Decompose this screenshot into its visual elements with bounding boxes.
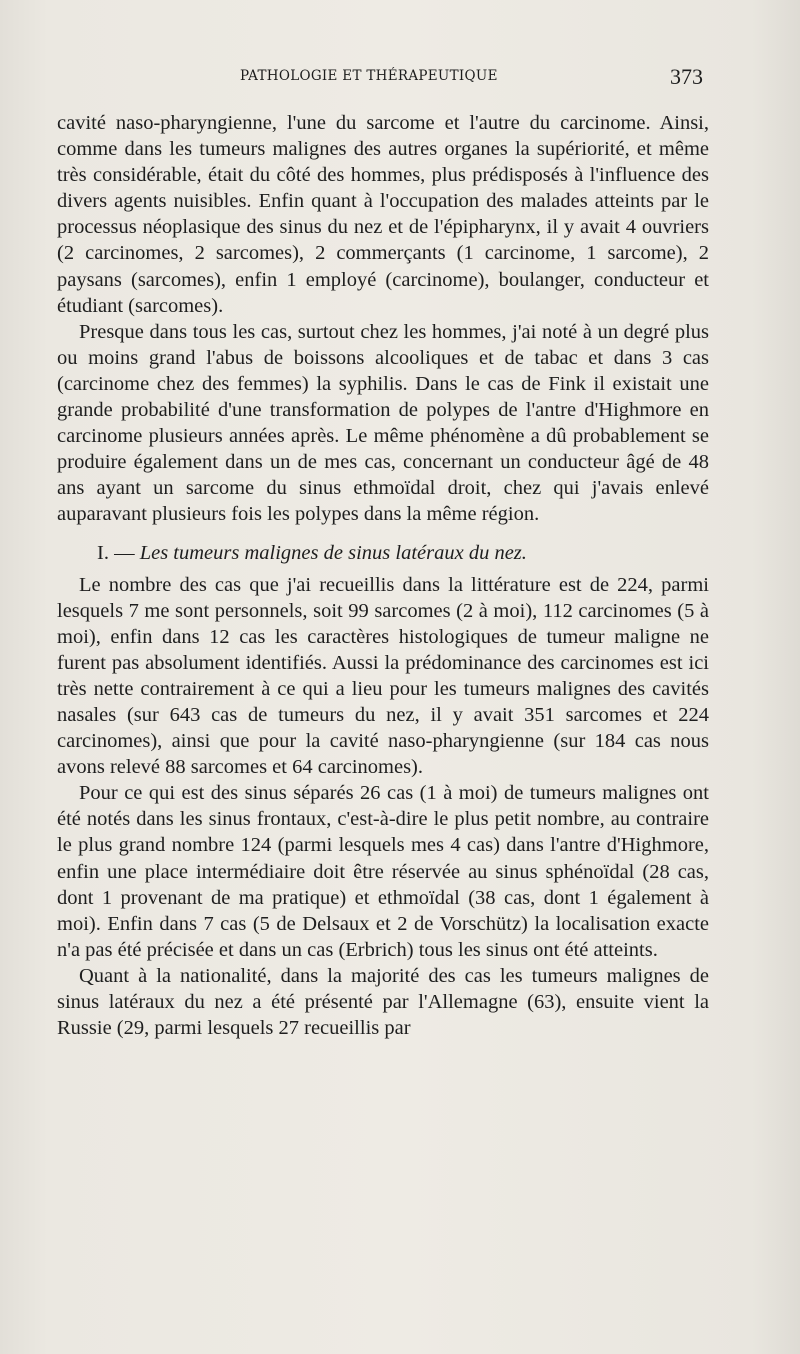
running-title: PATHOLOGIE ET THÉRAPEUTIQUE (240, 68, 498, 84)
paragraph: Quant à la nationalité, dans la majorité des cas les tumeurs malignes de sinus latéraux du nez a été présenté par l'Allemagne (63), ensuite vient la Russie (29, parmi lesquels 27 recueillis par (57, 964, 709, 1040)
page-number: 373 (670, 64, 703, 89)
section-title: Les tumeurs malignes de sinus latéraux du nez. (139, 541, 527, 564)
paragraph: Le nombre des cas que j'ai recueillis dans la littérature est de 224, parmi lesquels 7 me sont personnels, soit 99 sarcomes (2 à moi), 112 carcinomes (5 à moi), enfin dans 12 cas les caractères histologiques de tumeur maligne ne furent pas absolument identifiés. Aussi la prédominance des carcinomes est ici très nette contrairement à ce qui a lieu pour les tumeurs malignes des cavités nasales (sur 643 cas de tumeurs du nez, il y avait 351 sarcomes et 224 carcinomes), ainsi que pour la cavité naso-pharyngienne (sur 184 cas nous avons relevé 88 sarcomes et 64 carcinomes). (57, 573, 709, 779)
section-dash: — (114, 541, 135, 564)
body-text (57, 110, 709, 1041)
section-number: I. (97, 541, 109, 564)
section-heading (57, 540, 709, 566)
paragraph: Pour ce qui est des sinus séparés 26 cas (1 à moi) de tumeurs malignes ont été notés dans les sinus frontaux, c'est-à-dire le plus petit nombre, au contraire le plus grand nombre 124 (parmi lesquels mes 4 cas) dans l'antre d'Highmore, enfin une place intermédiaire doit être réservée au sinus sphénoïdal (28 cas, dont 1 provenant de ma pratique) et ethmoïdal (38 cas, dont 1 également à moi). Enfin dans 7 cas (5 de Delsaux et 2 de Vorschütz) la localisation exacte n'a pas été précisée et dans un cas (Erbrich) tous les sinus ont été atteints. (57, 782, 709, 961)
paragraph: Presque dans tous les cas, surtout chez les hommes, j'ai noté à un degré plus ou moins grand l'abus de boissons alcooliques et de tabac et dans 3 cas (carcinome chez des femmes) la syphilis. Dans le cas de Fink il existait une grande probabilité d'une transformation de polypes de l'antre d'Highmore en carcinome plusieurs années après. Le même phénomène a dû probablement se produire également dans un de mes cas, concernant un conducteur âgé de 48 ans ayant un sarcome du sinus ethmoïdal droit, chez qui j'avais enlevé auparavant plusieurs fois les polypes dans la même région. (57, 320, 709, 526)
paragraph-continued: cavité naso-pharyngienne, l'une du sarcome et l'autre du carcinome. Ainsi, comme dans les tumeurs malignes des autres organes la supériorité, et même très considérable, était du côté des hommes, plus prédisposés à l'influence des divers agents nuisibles. Enfin quant à l'occupation des malades atteints par le processus néoplasique des sinus du nez et de l'épipharynx, il y avait 4 ouvriers (2 carcinomes, 2 sarcomes), 2 commerçants (1 carcinome, 1 sarcome), 2 paysans (sarcomes), enfin 1 employé (carcinome), boulanger, conducteur et étudiant (sarcomes). (57, 112, 709, 317)
page-header (0, 62, 800, 92)
